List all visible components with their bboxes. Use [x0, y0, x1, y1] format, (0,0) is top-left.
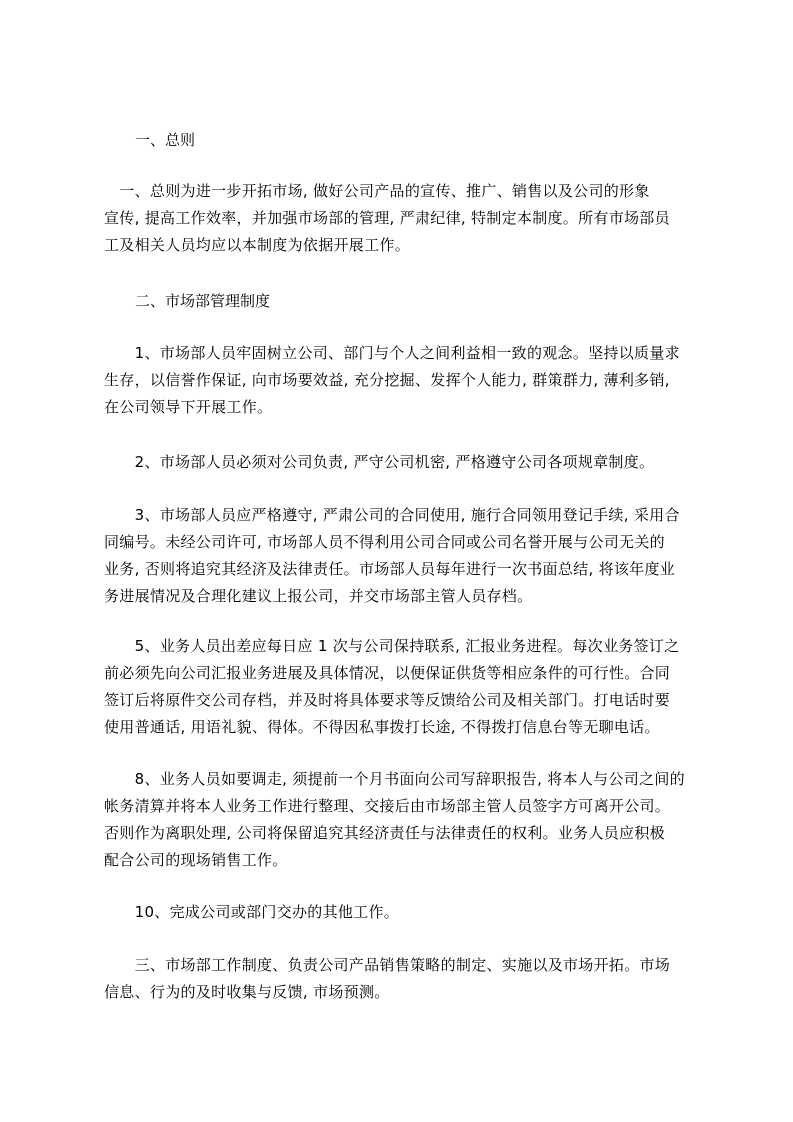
paragraph-item-3: [104, 502, 696, 610]
paragraph-line: 3、市场部人员应严格遵守, 严肃公司的合同使用, 施行合同领用登记手续, 采用合: [104, 506, 680, 524]
paragraph-line: 5、业务人员出差应每日应 1 次与公司保持联系, 汇报业务进程。每次业务签订之: [104, 637, 680, 655]
paragraph-line: 前必须先向公司汇报业务进展及具体情况，以便保证供货等相应条件的可行性。合同: [104, 664, 671, 682]
paragraph-line: 签订后将原件交公司存档，并及时将具体要求等反馈给公司及相关部门。打电话时要: [104, 691, 671, 709]
paragraph-line: 否则作为离职处理, 公司将保留追究其经济责任与法律责任的权利。业务人员应积极: [104, 824, 665, 842]
paragraph-item-8: [104, 766, 696, 874]
paragraph-line: 10、完成公司或部门交办的其他工作。: [104, 903, 400, 921]
paragraph-line: 信息、行为的及时收集与反馈, 市场预测。: [104, 983, 390, 1001]
paragraph-line: 宣传, 提高工作效率，并加强市场部的管理, 严肃纪律, 特制定本制度。所有市场部员: [104, 209, 670, 227]
paragraph-line: 2、市场部人员必须对公司负责, 严守公司机密, 严格遵守公司各项规章制度。: [104, 453, 655, 471]
paragraph-work-system: [104, 952, 696, 1006]
paragraph-line: 配合公司的现场销售工作。: [104, 851, 288, 869]
paragraph-line: 同编号。未经公司许可, 市场部人员不得利用公司合同或公司名誉开展与公司无关的: [104, 533, 665, 551]
paragraph-item-1: [104, 340, 696, 421]
paragraph-line: 使用普通话, 用语礼貌、得体。不得因私事拨打长途, 不得拨打信息台等无聊电话。: [104, 718, 660, 736]
paragraph-general: [104, 178, 696, 259]
section-heading-general: 一、总则: [135, 131, 196, 149]
paragraph-line: 帐务清算并将本人业务工作进行整理、交接后由市场部主管人员签字方可离开公司。: [104, 797, 671, 815]
paragraph-line: 业务, 否则将追究其经济及法律责任。市场部人员每年进行一次书面总结, 将该年度业: [104, 560, 676, 578]
paragraph-line: 务进展情况及合理化建议上报公司，并交市场部主管人员存档。: [104, 587, 533, 605]
paragraph-line: 1、市场部人员牢固树立公司、部门与个人之间利益相一致的观念。坚持以质量求: [104, 344, 680, 362]
section-heading-management: 二、市场部管理制度: [135, 292, 271, 310]
paragraph-line: 生存，以信誉作保证, 向市场要效益, 充分挖掘、发挥个人能力, 群策群力, 薄利多销,: [104, 371, 670, 389]
paragraph-line: 一、总则为进一步开拓市场, 做好公司产品的宣传、推广、销售以及公司的形象: [104, 182, 650, 200]
paragraph-item-10: [104, 899, 696, 926]
paragraph-item-5: [104, 633, 696, 741]
paragraph-item-2: [104, 449, 696, 476]
paragraph-line: 8、业务人员如要调走, 须提前一个月书面向公司写辞职报告, 将本人与公司之间的: [104, 770, 685, 788]
paragraph-line: 在公司领导下开展工作。: [104, 398, 273, 416]
paragraph-line: 三、市场部工作制度、负责公司产品销售策略的制定、实施以及市场开拓。市场: [104, 956, 671, 974]
paragraph-line: 工及相关人员均应以本制度为依据开展工作。: [104, 236, 411, 254]
